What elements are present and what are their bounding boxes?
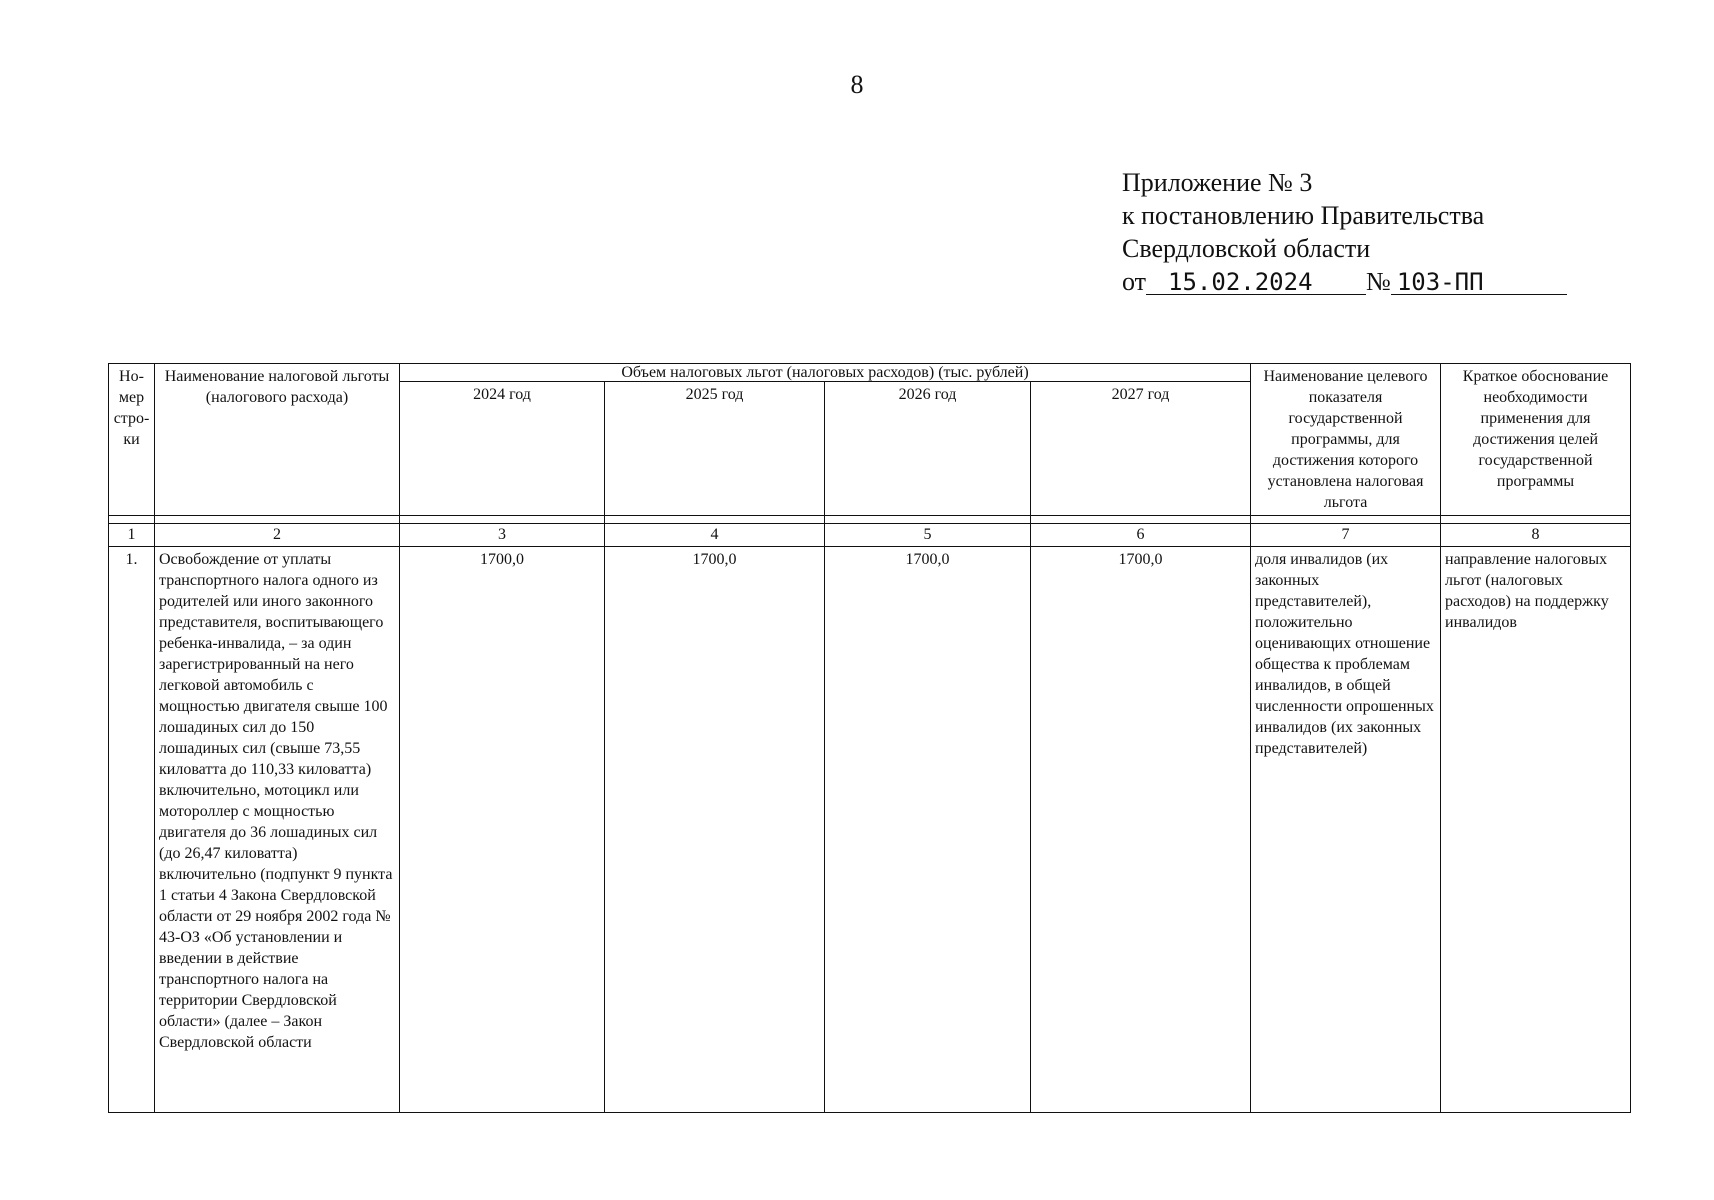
column-index: 2 [155, 524, 400, 547]
table-header-row [109, 364, 1631, 382]
column-index: 4 [605, 524, 825, 547]
value-2025: 1700,0 [605, 547, 825, 1113]
header-gap [109, 516, 1631, 524]
document-number: 103-ПП [1391, 270, 1567, 295]
value-2026: 1700,0 [825, 547, 1031, 1113]
tax-benefits-table [108, 363, 1631, 1113]
appendix-title: Приложение № 3 [1122, 168, 1313, 197]
header-justification: Краткое обоснование необходимости применения для достижения целей государственной программы [1441, 364, 1631, 516]
appendix-date-line [1122, 265, 1567, 298]
appendix-subtitle-1: к постановлению Правительства [1122, 201, 1485, 230]
justification: направление налоговых льгот (налоговых расходов) на поддержку инвалидов [1441, 547, 1631, 1113]
header-year-2025: 2025 год [605, 382, 825, 516]
value-2024: 1700,0 [400, 547, 605, 1113]
column-index: 6 [1031, 524, 1251, 547]
value-2027: 1700,0 [1031, 547, 1251, 1113]
table-row [109, 547, 1631, 1113]
header-benefit-name: Наименование налоговой льготы (налогового расхода) [155, 364, 400, 516]
column-index: 8 [1441, 524, 1631, 547]
column-index: 5 [825, 524, 1031, 547]
column-index: 3 [400, 524, 605, 547]
header-volume-group: Объем налоговых льгот (налоговых расходов) (тыс. рублей) [400, 364, 1251, 382]
appendix-header [1122, 166, 1567, 298]
column-index: 1 [109, 524, 155, 547]
column-index-row [109, 524, 1631, 547]
benefit-description: Освобождение от уплаты транспортного налога одного из родителей или иного законного представителя, воспитывающего ребенка-инвалида, – за один зарегистрированный на него легковой автомобиль с мощностью двигателя свыше 100 лошадиных сил до 150 лошадиных сил (свыше 73,55 киловатта до 110,33 киловатта) включительно, мотоцикл или мотороллер с мощностью двигателя до 36 лошадиных сил (до 26,47 киловатта) включительно (подпункт 9 пункта 1 статьи 4 Закона Свердловской области от 29 ноября 2002 года № 43-ОЗ «Об установлении и введении в действие транспортного налога на территории Свердловской области» (далее – Закон Свердловской области [155, 547, 400, 1113]
document-date: 15.02.2024 [1146, 270, 1366, 295]
header-row-number: Но- мер стро- ки [109, 364, 155, 516]
appendix-subtitle-2: Свердловской области [1122, 234, 1371, 263]
column-index: 7 [1251, 524, 1441, 547]
page-number: 8 [850, 70, 864, 99]
header-year-2027: 2027 год [1031, 382, 1251, 516]
header-year-2024: 2024 год [400, 382, 605, 516]
header-year-2026: 2026 год [825, 382, 1031, 516]
date-prefix: от [1122, 267, 1147, 296]
header-target-indicator: Наименование целевого показателя государственной программы, для достижения которого установлена налоговая льгота [1251, 364, 1441, 516]
number-prefix: № [1366, 267, 1391, 296]
target-indicator: доля инвалидов (их законных представителей), положительно оценивающих отношение общества к проблемам инвалидов, в общей численности опрошенных инвалидов (их законных представителей) [1251, 547, 1441, 1113]
row-number: 1. [109, 547, 155, 1113]
